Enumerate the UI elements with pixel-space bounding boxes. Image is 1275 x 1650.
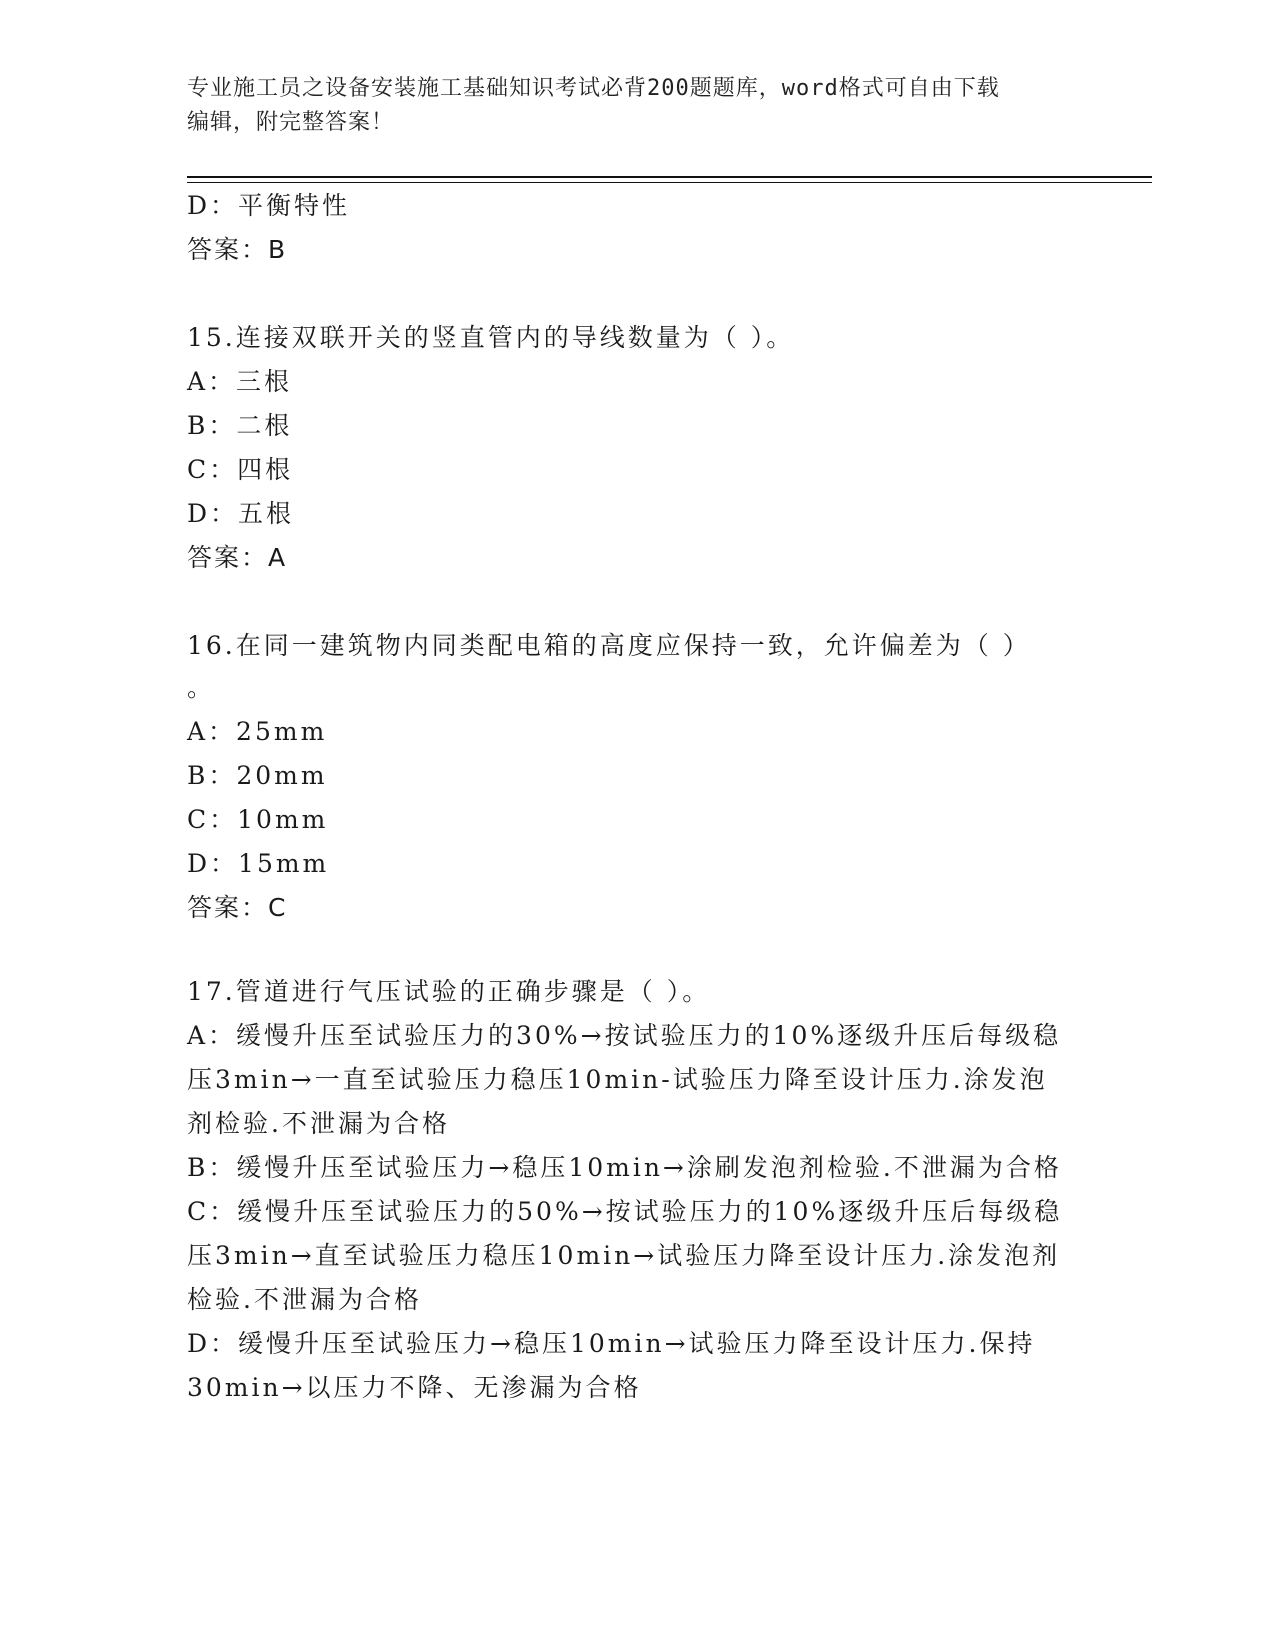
question-17-option-c-line-3: 检验.不泄漏为合格	[187, 1285, 422, 1314]
question-17-option-a-line-1: A：缓慢升压至试验压力的30%→按试验压力的10%逐级升压后每级稳	[187, 1021, 1062, 1050]
header-title-line-2: 编辑，附完整答案！	[187, 110, 395, 135]
question-17-option-a-line-2: 压3min→一直至试验压力稳压10min-试验压力降至设计压力.涂发泡	[187, 1065, 1048, 1094]
question-17-option-d-line-2: 30min→以压力不降、无渗漏为合格	[187, 1373, 642, 1402]
document-header	[187, 72, 1067, 140]
question-16-option-b: B：20mm	[187, 761, 328, 790]
header-title-line-1: 专业施工员之设备安装施工基础知识考试必背200题题库，word格式可自由下载	[187, 76, 1000, 101]
prev-question-option-d: D：平衡特性	[187, 191, 351, 220]
question-17-option-d-line-1: D：缓慢升压至试验压力→稳压10min→试验压力降至设计压力.保持	[187, 1329, 1036, 1358]
question-16-answer: 答案：C	[187, 893, 288, 922]
question-15-option-d: D：五根	[187, 499, 295, 528]
question-15-option-c: C：四根	[187, 455, 294, 484]
question-17-option-a-line-3: 剂检验.不泄漏为合格	[187, 1109, 450, 1138]
question-15-stem: 15.连接双联开关的竖直管内的导线数量为（ ）。	[187, 323, 795, 352]
question-16-option-c: C：10mm	[187, 805, 329, 834]
question-17-stem: 17.管道进行气压试验的正确步骤是（ ）。	[187, 977, 711, 1006]
question-16-option-d: D：15mm	[187, 849, 330, 878]
question-15-option-b: B：二根	[187, 411, 293, 440]
question-16-stem: 16.在同一建筑物内同类配电箱的高度应保持一致，允许偏差为（ ）	[187, 631, 1031, 660]
question-16-stem-continued: 。	[187, 673, 213, 702]
prev-question-answer: 答案：B	[187, 235, 288, 264]
question-17-option-b: B：缓慢升压至试验压力→稳压10min→涂刷发泡剂检验.不泄漏为合格	[187, 1153, 1062, 1182]
question-17-option-c-line-1: C：缓慢升压至试验压力的50%→按试验压力的10%逐级升压后每级稳	[187, 1197, 1063, 1226]
header-divider-thin	[187, 182, 1152, 183]
question-15-option-a: A：三根	[187, 367, 293, 396]
question-16-option-a: A：25mm	[187, 717, 328, 746]
question-15-answer: 答案：A	[187, 543, 288, 572]
header-divider-thick	[187, 176, 1152, 178]
question-17-option-c-line-2: 压3min→直至试验压力稳压10min→试验压力降至设计压力.涂发泡剂	[187, 1241, 1061, 1270]
